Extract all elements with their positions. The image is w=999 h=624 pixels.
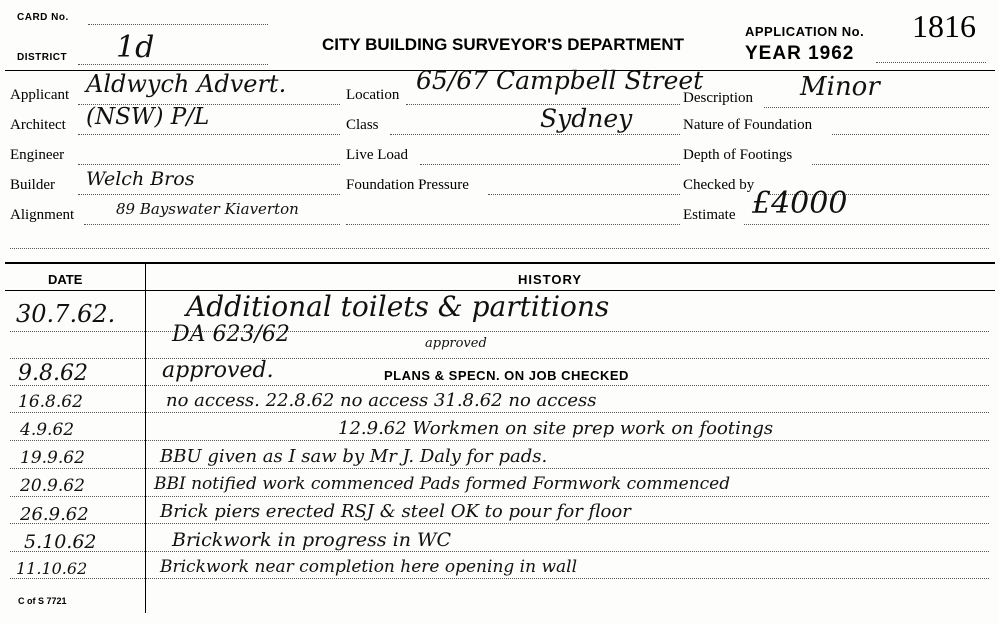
history-date: 30.7.62.: [16, 300, 116, 328]
district-label: DISTRICT: [17, 52, 68, 63]
district-value: 1d: [116, 30, 155, 65]
history-entry: Brickwork in progress in WC: [172, 529, 452, 551]
history-date: 16.8.62: [18, 392, 83, 412]
row-rule: [10, 468, 989, 469]
engineer-line: [78, 164, 340, 165]
location-label: Location: [346, 87, 400, 103]
builder-line: [78, 194, 340, 195]
row-rule: [10, 385, 989, 386]
row-rule: [10, 412, 989, 413]
live-load-line: [420, 164, 680, 165]
history-date: 4.9.62: [20, 420, 75, 440]
class-label: Class: [346, 117, 379, 133]
class-line: [390, 134, 680, 135]
middle-extra-line: [346, 224, 680, 225]
district-line: [78, 64, 268, 65]
description-line: [764, 107, 989, 108]
history-annotation: approved: [425, 336, 487, 351]
history-date: 20.9.62: [20, 476, 85, 496]
date-header: DATE: [48, 272, 83, 287]
history-entry: approved.: [162, 358, 274, 383]
alignment-value: 89 Bayswater Kiaverton: [116, 200, 299, 218]
form-code: C of S 7721: [18, 596, 67, 606]
history-date: 9.8.62: [18, 361, 88, 386]
alignment-label: Alignment: [10, 207, 75, 223]
estimate-value: £4000: [752, 186, 848, 221]
card-no-label: CARD No.: [17, 12, 69, 23]
row-rule: [10, 578, 989, 579]
history-entry: BBU given as I saw by Mr J. Daly for pads.: [160, 446, 548, 467]
history-date: 5.10.62: [24, 531, 97, 553]
history-entry: BBI notified work commenced Pads formed Formwork commenced: [154, 474, 731, 494]
description-value: Minor: [800, 72, 880, 102]
depth-of-footings-label: Depth of Footings: [683, 147, 793, 163]
class-value: Sydney: [540, 104, 633, 133]
history-date: 26.9.62: [20, 504, 89, 525]
section-dotted-rule: [10, 248, 989, 249]
row-rule: [10, 358, 989, 359]
department-title: CITY BUILDING SURVEYOR'S DEPARTMENT: [322, 35, 685, 54]
application-no-label: APPLICATION No.: [745, 24, 865, 39]
row-rule: [10, 331, 989, 332]
architect-label: Architect: [10, 117, 66, 133]
date-column-divider: [145, 263, 146, 613]
history-entry: DA 623/62: [172, 322, 290, 347]
engineer-label: Engineer: [10, 147, 65, 163]
history-date: 11.10.62: [16, 559, 88, 578]
application-no-value: 1816: [912, 8, 976, 44]
checked-by-label: Checked by: [683, 177, 755, 193]
applicant-label: Applicant: [10, 87, 70, 103]
plans-checked-stamp: PLANS & SPECN. ON JOB CHECKED: [384, 368, 629, 383]
history-entry: Brickwork near completion here opening in wall: [160, 557, 578, 577]
foundation-pressure-label: Foundation Pressure: [346, 177, 469, 193]
year-label: YEAR 1962: [745, 43, 855, 64]
live-load-label: Live Load: [346, 147, 409, 163]
history-entry: Brick piers erected RSJ & steel OK to pour for floor: [160, 501, 631, 522]
history-header: HISTORY: [518, 272, 583, 287]
card-no-line: [88, 24, 268, 25]
row-rule: [10, 523, 989, 524]
depth-of-footings-line: [812, 164, 989, 165]
description-label: Description: [683, 90, 753, 106]
history-entry: 12.9.62 Workmen on site prep work on footings: [338, 418, 774, 439]
year-line: [876, 62, 986, 63]
estimate-label: Estimate: [683, 207, 736, 223]
history-entry: no access. 22.8.62 no access 31.8.62 no access: [166, 390, 597, 411]
nature-of-foundation-line: [832, 134, 989, 135]
estimate-line: [744, 224, 989, 225]
foundation-pressure-line: [488, 194, 680, 195]
row-rule: [10, 440, 989, 441]
builder-value: Welch Bros: [86, 168, 195, 190]
nature-of-foundation-label: Nature of Foundation: [683, 117, 813, 133]
history-top-rule: [5, 262, 995, 264]
architect-line: [78, 134, 340, 135]
history-entry: Additional toilets & partitions: [186, 290, 610, 323]
row-rule: [10, 551, 989, 552]
history-date: 19.9.62: [20, 448, 85, 468]
location-value: 65/67 Campbell Street: [416, 66, 704, 95]
applicant-value: Aldwych Advert.: [86, 70, 287, 98]
row-rule: [10, 496, 989, 497]
builder-label: Builder: [10, 177, 55, 193]
alignment-line: [84, 224, 340, 225]
architect-value: (NSW) P/L: [86, 104, 210, 130]
